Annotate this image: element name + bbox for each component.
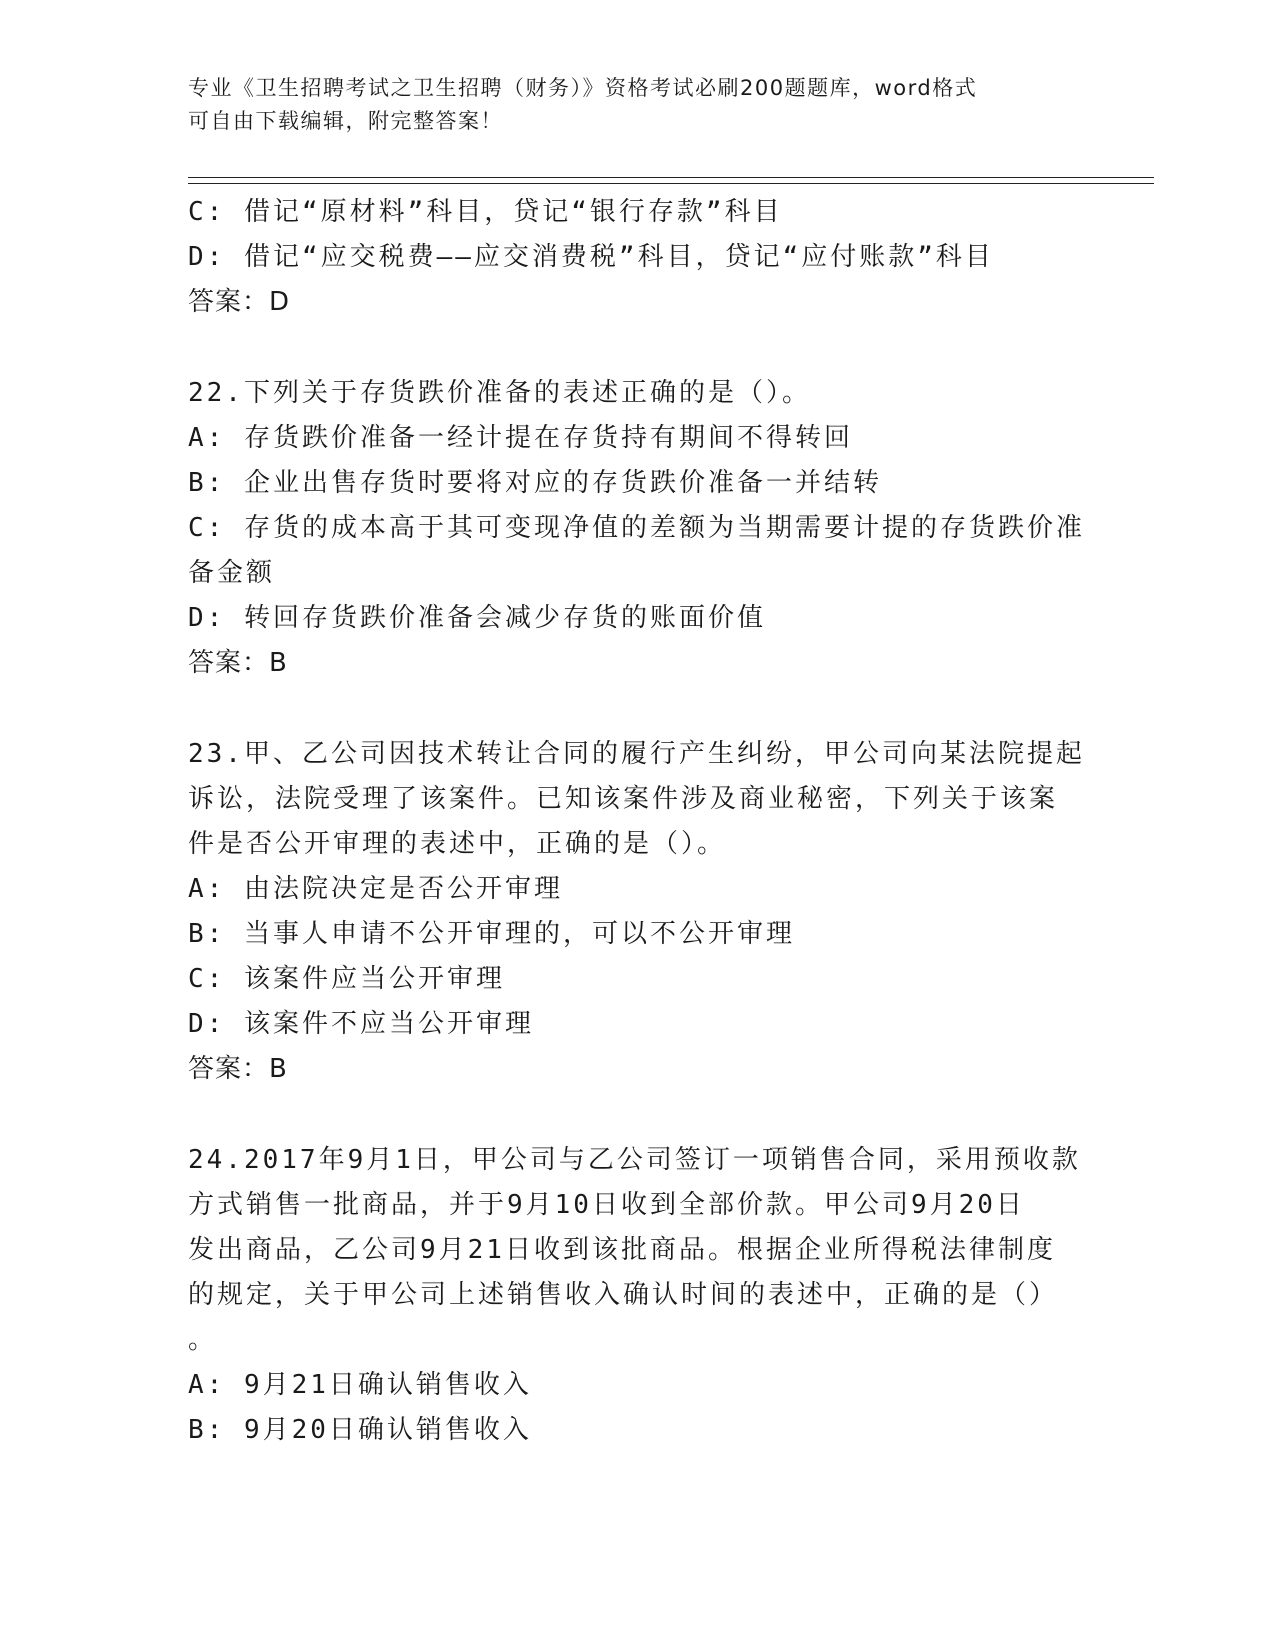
question-stem: 22.下列关于存货跌价准备的表述正确的是（）。 — [188, 378, 811, 408]
question-stem-line-1: 24.2017年9月1日，甲公司与乙公司签订一项销售合同，采用预收款 — [188, 1145, 1081, 1175]
option-b: B: 当事人申请不公开审理的，可以不公开审理 — [188, 919, 795, 949]
option-c-line-1: C: 存货的成本高于其可变现净值的差额为当期需要计提的存货跌价准 — [188, 513, 1085, 543]
option-b: B: 9月20日确认销售收入 — [188, 1415, 532, 1445]
option-b: B: 企业出售存货时要将对应的存货跌价准备一并结转 — [188, 468, 882, 498]
option-d: D: 转回存货跌价准备会减少存货的账面价值 — [188, 603, 766, 633]
question-24 — [188, 1138, 1088, 1453]
option-a: A: 9月21日确认销售收入 — [188, 1370, 532, 1400]
document-header — [188, 72, 1068, 138]
question-stem-line-2: 方式销售一批商品，并于9月10日收到全部价款。甲公司9月20日 — [188, 1190, 1025, 1220]
option-a: A: 存货跌价准备一经计提在存货持有期间不得转回 — [188, 423, 853, 453]
answer: 答案：B — [188, 648, 288, 678]
question-stem-line-5: 。 — [188, 1325, 218, 1355]
option-d: D: 该案件不应当公开审理 — [188, 1009, 534, 1039]
question-stem-line-1: 23.甲、乙公司因技术转让合同的履行产生纠纷，甲公司向某法院提起 — [188, 739, 1085, 769]
header-title-line-2: 可自由下载编辑，附完整答案！ — [188, 109, 503, 133]
spacer — [188, 325, 1088, 371]
question-stem-line-2: 诉讼，法院受理了该案件。已知该案件涉及商业秘密，下列关于该案 — [188, 784, 1059, 814]
question-stem-line-4: 的规定，关于甲公司上述销售收入确认时间的表述中，正确的是（） — [188, 1280, 1059, 1310]
option-a: A: 由法院决定是否公开审理 — [188, 874, 563, 904]
option-c: C: 借记“原材料”科目，贷记“银行存款”科目 — [188, 197, 783, 227]
question-21 — [188, 190, 1088, 325]
answer: 答案：B — [188, 1054, 288, 1084]
option-c-line-2: 备金额 — [188, 558, 276, 588]
header-title-line-1: 专业《卫生招聘考试之卫生招聘（财务）》资格考试必刷200题题库，word格式 — [188, 76, 978, 100]
question-stem-line-3: 发出商品，乙公司9月21日收到该批商品。根据企业所得税法律制度 — [188, 1235, 1056, 1265]
spacer — [188, 686, 1088, 732]
question-22 — [188, 371, 1088, 686]
header-rule-top — [188, 177, 1154, 178]
question-stem-line-3: 件是否公开审理的表述中，正确的是（）。 — [188, 829, 727, 859]
question-23 — [188, 732, 1088, 1092]
option-c: C: 该案件应当公开审理 — [188, 964, 505, 994]
answer: 答案：D — [188, 287, 291, 317]
option-d: D: 借记“应交税费——应交消费税”科目，贷记“应付账款”科目 — [188, 242, 994, 272]
spacer — [188, 1092, 1088, 1138]
question-list — [188, 190, 1088, 1453]
header-rule-bottom — [188, 183, 1154, 184]
